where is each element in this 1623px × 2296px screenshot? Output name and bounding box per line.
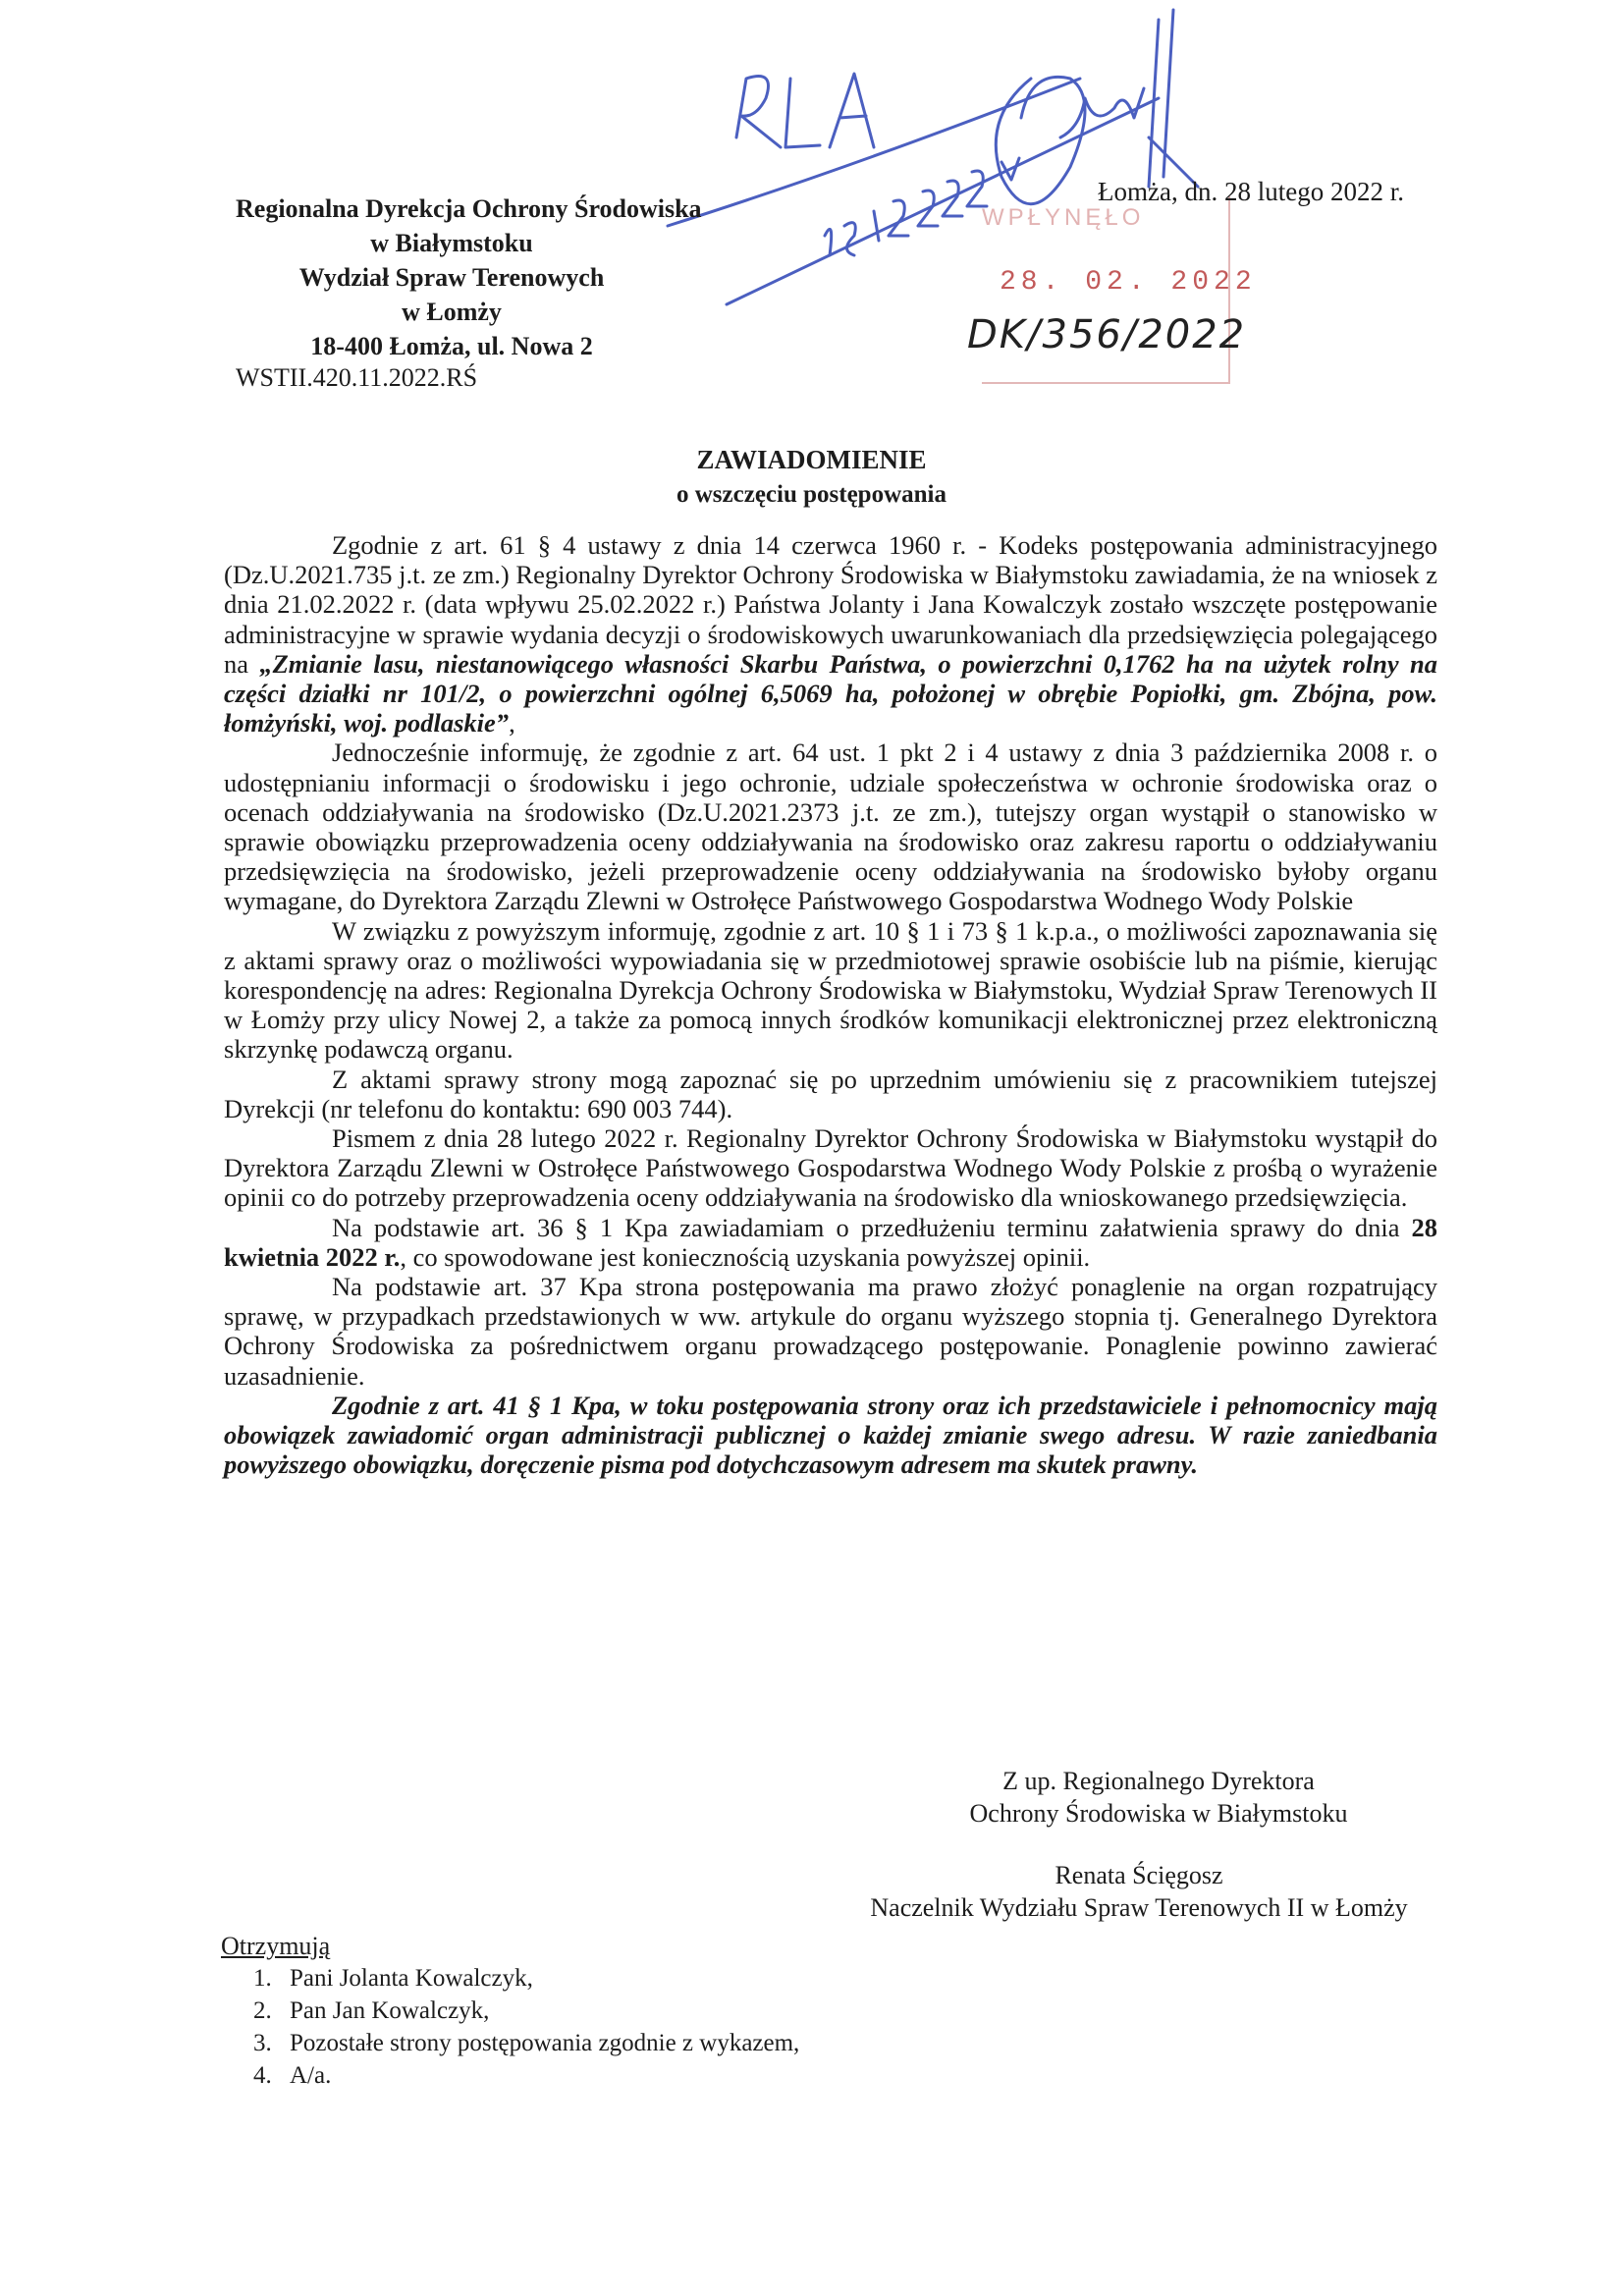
- recipient-item: 1. Pani Jolanta Kowalczyk,: [278, 1962, 799, 1995]
- sender-line: Regionalna Dyrekcja Ochrony Środowiska: [236, 194, 702, 223]
- paragraph-6-text: Na podstawie art. 36 § 1 Kpa zawiadamiam o przedłużeniu terminu załatwienia sprawy do dnia: [332, 1212, 1412, 1242]
- sender-line: 18-400 Łomża, ul. Nowa 2: [310, 332, 593, 360]
- sender-line: w Łomży: [402, 298, 502, 326]
- paragraph-7: Na podstawie art. 37 Kpa strona postępowania ma prawo złożyć ponaglenie na organ rozpatrujący sprawę, w przypadkach przedstawionych w ww. artykule do organu wyższego stopnia tj. Generalnego Dyrektora Ochrony Środowiska za pośrednictwem organu prowadzącego postępowanie. Ponaglenie powinno zawierać uzasadnienie.: [224, 1272, 1437, 1391]
- signature-authority: [884, 1765, 1434, 1830]
- document-title: [0, 442, 1623, 513]
- paragraph-4: Z aktami sprawy strony mogą zapoznać się po uprzednim umówieniu się z pracownikiem tutejszej Dyrekcji (nr telefonu do kontaktu: 690 003 744).: [224, 1064, 1437, 1123]
- signature-line-2: Ochrony Środowiska w Białymstoku: [969, 1799, 1348, 1828]
- paragraph-6: [224, 1213, 1437, 1272]
- recipient-item: 3. Pozostałe strony postępowania zgodnie z wykazem,: [278, 2027, 799, 2059]
- paragraph-1-text: Zgodnie z art. 61 § 4 ustawy z dnia 14 czerwca 1960 r. - Kodeks postępowania administracyjnego (Dz.U.2021.735 j.t. ze zm.) Regionalny Dyrektor Ochrony Środowiska w Białymstoku zawiadamia, że na wniosek z dnia 21.02.2022 r. (data wpływu 25.02.2022 r.) Państwa Jolanty i Jana Kowalczyk zostało wszczęte postępowanie administracyjne w sprawie wydania decyzji o środowiskowych uwarunkowaniach dla przedsięwzięcia polegającego na: [224, 530, 1437, 679]
- signature-line-1: Z up. Regionalnego Dyrektora: [1002, 1767, 1315, 1795]
- paragraph-6-end: , co spowodowane jest koniecznością uzyskania powyższej opinii.: [400, 1241, 1091, 1272]
- reference-number: WSTII.420.11.2022.RŚ: [236, 363, 478, 392]
- paragraph-1: [224, 530, 1437, 738]
- paragraph-1-end: ,: [509, 708, 515, 738]
- handwritten-registry-number: DK/356/2022: [967, 312, 1247, 357]
- recipient-item: 4. A/a.: [278, 2059, 799, 2092]
- recipients-heading: Otrzymują: [221, 1932, 331, 1960]
- project-description: „Zmianie lasu, niestanowiącego własności Skarbu Państwa, o powierzchni 0,1762 ha na użytek rolny na części działki nr 101/2, o powierzchni ogólnej 6,5069 ha, położonej w obrębie Popiołki, gm. Zbójna, pow. łomżyński, woj. podlaskie”: [224, 648, 1437, 738]
- document-body: [224, 530, 1437, 1480]
- place-and-date: Łomża, dn. 28 lutego 2022 r.: [1098, 177, 1404, 206]
- sender-block: [236, 191, 702, 363]
- signatory-name: Renata Ścięgosz: [1055, 1861, 1223, 1889]
- recipient-item: 2. Pan Jan Kowalczyk,: [278, 1995, 799, 2027]
- paragraph-5: Pismem z dnia 28 lutego 2022 r. Regionalny Dyrektor Ochrony Środowiska w Białymstoku wystąpił do Dyrektora Zarządu Zlewni w Ostrołęce Państwowego Gospodarstwa Wodnego Wody Polskie z prośbą o wyrażenie opinii co do potrzeby przeprowadzenia oceny oddziaływania na środowisko dla wnioskowanego przedsięwzięcia.: [224, 1123, 1437, 1213]
- sender-line: w Białymstoku: [370, 229, 533, 257]
- signatory-position: Naczelnik Wydziału Spraw Terenowych II w Łomży: [870, 1893, 1408, 1922]
- incoming-stamp-date: 28. 02. 2022: [1000, 267, 1257, 298]
- recipients-list: [221, 1930, 799, 2092]
- signature-person: [844, 1859, 1434, 1924]
- paragraph-8-notice: Zgodnie z art. 41 § 1 Kpa, w toku postępowania strony oraz ich przedstawiciele i pełnomocnicy mają obowiązek zawiadomić organ administracji publicznej o każdej zmianie swego adresu. W razie zaniedbania powyższego obowiązku, doręczenie pisma pod dotychczasowym adresem ma skutek prawny.: [224, 1390, 1437, 1480]
- incoming-stamp-label: WPŁYNĘŁO: [982, 204, 1145, 231]
- title-main: ZAWIADOMIENIE: [696, 445, 927, 474]
- sender-line: Wydział Spraw Terenowych: [298, 263, 605, 292]
- paragraph-3: W związku z powyższym informuję, zgodnie z art. 10 § 1 i 73 § 1 k.p.a., o możliwości zapoznawania się z aktami sprawy oraz o możliwości wypowiadania się w przedmiotowej sprawie osobiście lub na piśmie, kierując korespondencję na adres: Regionalna Dyrekcja Ochrony Środowiska w Białymstoku, Wydział Spraw Terenowych II w Łomży przy ulicy Nowej 2, a także za pomocą innych środków komunikacji elektronicznej przez elektroniczną skrzynkę podawczą organu.: [224, 915, 1437, 1065]
- title-sub: o wszczęciu postępowania: [676, 481, 947, 508]
- deadline-date: 28 kwietnia 2022 r.: [224, 1212, 1437, 1272]
- paragraph-2: Jednocześnie informuję, że zgodnie z art. 64 ust. 1 pkt 2 i 4 ustawy z dnia 3 października 2008 r. o udostępnianiu informacji o środowisku i jego ochronie, udziale społeczeństwa w ochronie środowiska oraz o ocenach oddziaływania na środowisko (Dz.U.2021.2373 j.t. ze zm.), tutejszy organ wystąpił o stanowisko w sprawie obowiązku przeprowadzenia oceny oddziaływania na środowisko oraz zakresu raportu o oddziaływaniu przedsięwzięcia na środowisko, jeżeli przeprowadzenie oceny oddziaływania na środowisko byłoby organu wymagane, do Dyrektora Zarządu Zlewni w Ostrołęce Państwowego Gospodarstwa Wodnego Wody Polskie: [224, 738, 1437, 916]
